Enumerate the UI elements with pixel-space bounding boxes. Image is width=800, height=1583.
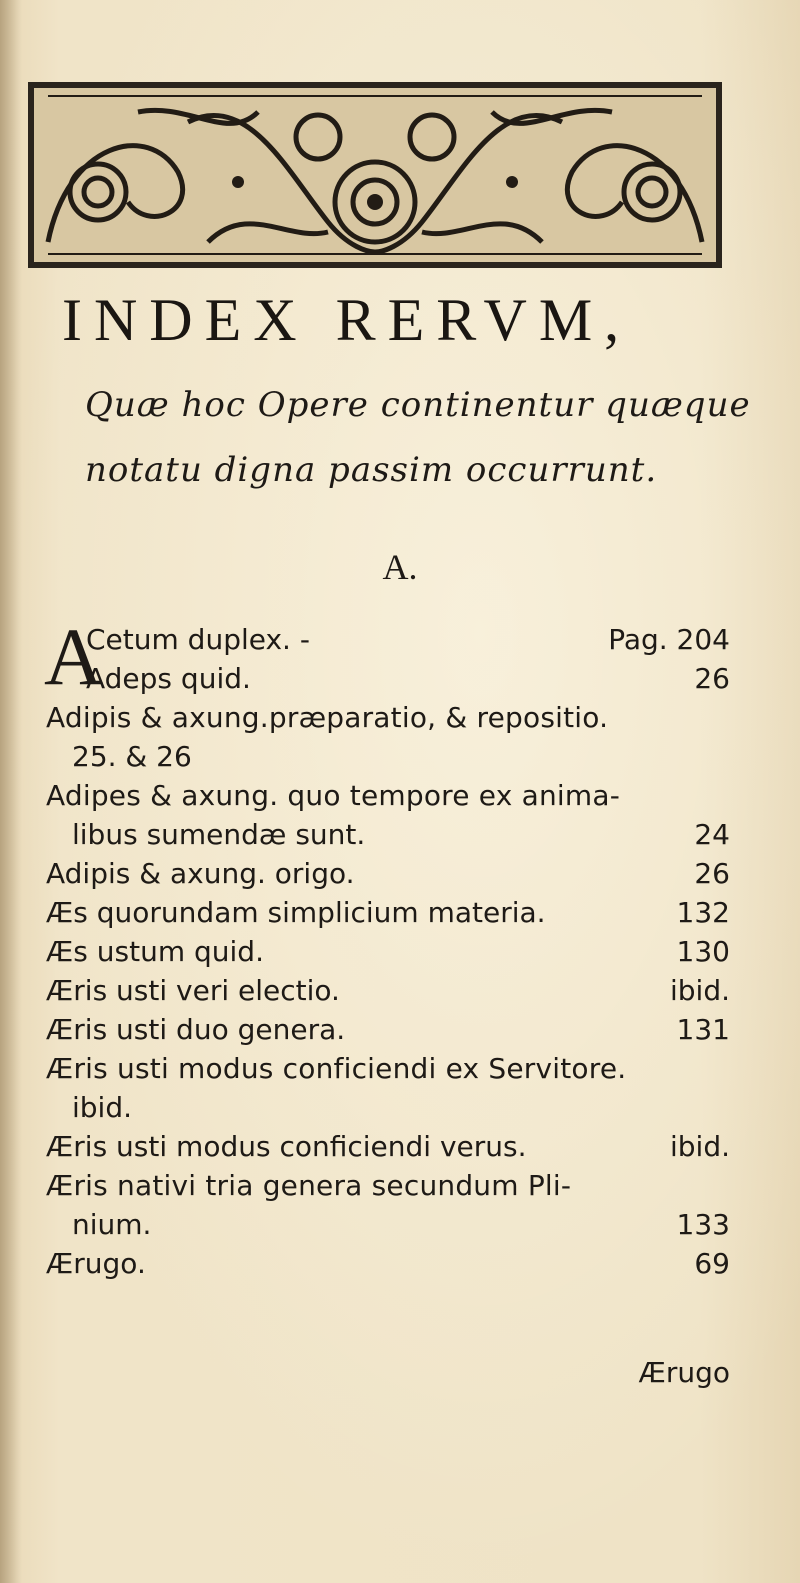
entry-page: 130 bbox=[676, 935, 730, 968]
headpiece-ornament-image bbox=[28, 82, 722, 268]
entry-page: 133 bbox=[676, 1208, 730, 1241]
index-entry bbox=[46, 854, 736, 893]
entry-text: Cetum duplex. - bbox=[86, 623, 310, 656]
entry-text: Ærugo. bbox=[46, 1247, 146, 1280]
index-entry bbox=[46, 659, 736, 698]
ornamental-headpiece bbox=[28, 82, 722, 268]
entry-page: 69 bbox=[694, 1247, 730, 1280]
entry-text: Æs ustum quid. bbox=[46, 935, 264, 968]
entry-page: ibid. bbox=[669, 974, 730, 1007]
entry-page: 132 bbox=[676, 896, 730, 929]
entry-page: 26 bbox=[694, 857, 730, 890]
index-entry bbox=[46, 1244, 736, 1283]
entry-text: Adipis & axung.præparatio, & repositio. bbox=[46, 701, 609, 734]
entry-page: 26 bbox=[694, 662, 730, 695]
entry-text: nium. bbox=[72, 1208, 152, 1241]
entry-text: Adeps quid. bbox=[86, 662, 251, 695]
page-gutter-shadow bbox=[0, 0, 22, 1583]
entry-text: Adipis & axung. origo. bbox=[46, 857, 355, 890]
subtitle-line-1: Quæ hoc Opere continentur quæque bbox=[85, 385, 751, 425]
entry-text: Æris usti modus conficiendi ex Servitore. bbox=[46, 1052, 627, 1085]
index-entries bbox=[44, 611, 736, 1283]
entry-text: Æris usti modus conficiendi verus. bbox=[46, 1130, 527, 1163]
index-entry bbox=[46, 1049, 736, 1088]
entry-text: 25. & 26 bbox=[72, 740, 192, 773]
index-entry bbox=[46, 776, 736, 815]
entry-text: Æris usti veri electio. bbox=[46, 974, 340, 1007]
subtitle-line-2: notatu digna passim occurrunt. bbox=[85, 450, 658, 490]
index-entry bbox=[46, 932, 736, 971]
index-entry bbox=[46, 815, 736, 854]
catchword: Ærugo bbox=[638, 1356, 730, 1389]
index-entry bbox=[46, 1088, 736, 1127]
index-entry bbox=[46, 1010, 736, 1049]
entry-page: Pag. 204 bbox=[608, 623, 730, 656]
index-entry bbox=[46, 1166, 736, 1205]
entry-text: Æris usti duo genera. bbox=[46, 1013, 346, 1046]
drop-capital: A bbox=[44, 611, 104, 702]
index-entry bbox=[46, 737, 736, 776]
entry-text: ibid. bbox=[72, 1091, 133, 1124]
entry-text: Æs quorundam simplicium materia. bbox=[46, 896, 546, 929]
index-entry bbox=[46, 698, 736, 737]
entry-text: libus sumendæ sunt. bbox=[72, 818, 366, 851]
index-entry bbox=[46, 1205, 736, 1244]
entry-page: ibid. bbox=[669, 1130, 730, 1163]
entry-page: 24 bbox=[694, 818, 730, 851]
index-entry bbox=[46, 893, 736, 932]
entry-page: 131 bbox=[676, 1013, 730, 1046]
index-entry bbox=[46, 1127, 736, 1166]
section-letter: A. bbox=[382, 547, 418, 587]
entry-text: Adipes & axung. quo tempore ex anima- bbox=[46, 779, 621, 812]
index-entry bbox=[46, 971, 736, 1010]
entry-text: Æris nativi tria genera secundum Pli- bbox=[46, 1169, 572, 1202]
index-title: INDEX RERVM, bbox=[62, 287, 632, 353]
